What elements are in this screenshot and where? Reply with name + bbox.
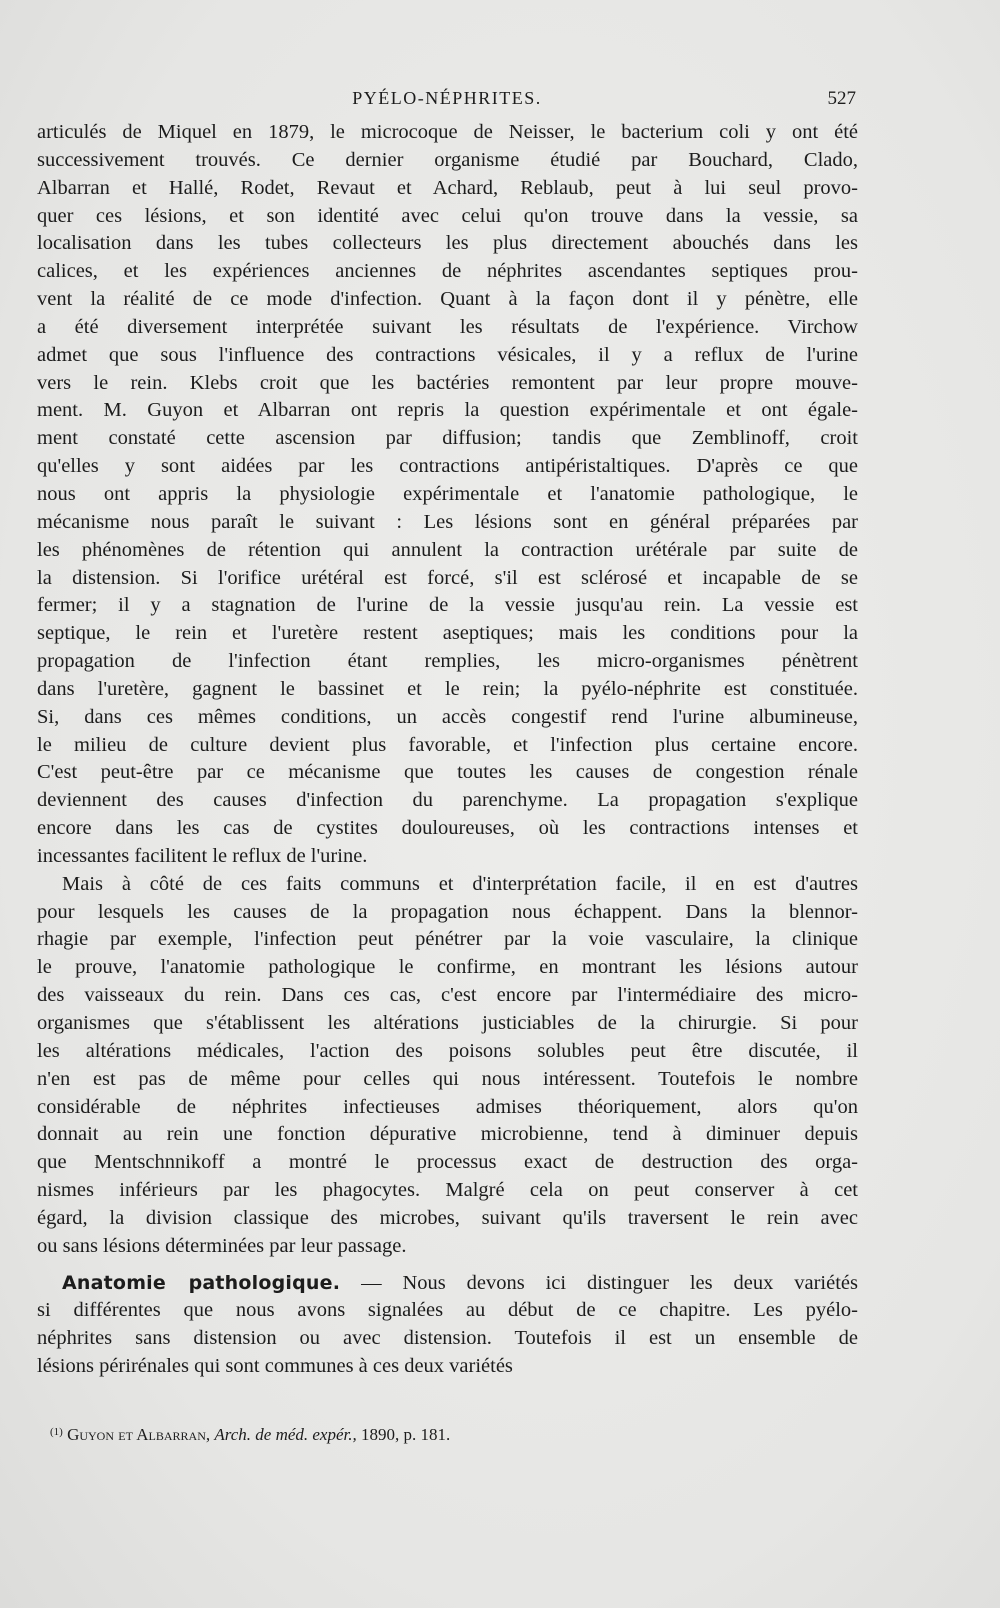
- text-line: ment. M. Guyon et Albarran ont repris la question expérimentale et ont égale-: [37, 399, 858, 422]
- text-line: successivement trouvés. Ce dernier organisme étudié par Bouchard, Clado,: [37, 148, 858, 171]
- text-line: septique, le rein et l'uretère restent aseptiques; mais les conditions pour la: [37, 622, 858, 645]
- running-title: PYÉLO-NÉPHRITES.: [352, 88, 542, 108]
- footnote-journal: Arch. de méd. expér.,: [214, 1425, 357, 1444]
- footnote: [50, 1425, 750, 1445]
- text-line: Albarran et Hallé, Rodet, Revaut et Achard, Reblaub, peut à lui seul provo-: [37, 176, 858, 199]
- text-line: donnait au rein une fonction dépurative microbienne, tend à diminuer depuis: [37, 1123, 858, 1146]
- footnote-authors: Guyon et Albarran,: [67, 1425, 211, 1444]
- text-line: Si, dans ces mêmes conditions, un accès congestif rend l'urine albumineuse,: [37, 705, 858, 728]
- section-heading: Anatomie pathologique.: [62, 1271, 341, 1294]
- text-line: Mais à côté de ces faits communs et d'interprétation facile, il en est d'autres: [62, 872, 858, 895]
- text-line: les phénomènes de rétention qui annulent la contraction urétérale par suite de: [37, 538, 858, 561]
- text-line: nismes inférieurs par les phagocytes. Malgré cela on peut conserver à cet: [37, 1179, 858, 1202]
- text-line: considérable de néphrites infectieuses admises théoriquement, alors qu'on: [37, 1095, 858, 1118]
- text-line: lésions périrénales qui sont communes à ces deux variétés: [37, 1355, 513, 1378]
- text-line: mécanisme nous paraît le suivant : Les lésions sont en général préparées par: [37, 510, 858, 533]
- text-line: la distension. Si l'orifice urétéral est forcé, s'il est sclérosé et incapable de se: [37, 566, 858, 589]
- text-line: égard, la division classique des microbes, suivant qu'ils traversent le rein avec: [37, 1206, 858, 1229]
- text-line: organismes que s'établissent les altérations justiciables de la chirurgie. Si pour: [37, 1012, 858, 1034]
- text-line: deviennent des causes d'infection du parenchyme. La propagation s'explique: [37, 789, 858, 812]
- text-line: ou sans lésions déterminées par leur passage.: [37, 1234, 407, 1257]
- text-line: localisation dans les tubes collecteurs les plus directement abouchés dans les: [37, 232, 858, 255]
- text-line: calices, et les expériences anciennes de néphrites ascendantes septiques prou-: [37, 260, 858, 283]
- footnote-reference: 1890, p. 181.: [361, 1425, 451, 1444]
- text-line: rhagie par exemple, l'infection peut pénétrer par la voie vasculaire, la clinique: [37, 928, 858, 951]
- text-line: dans l'uretère, gagnent le bassinet et le rein; la pyélo-néphrite est constituée.: [37, 677, 858, 700]
- text-line: pour lesquels les causes de la propagation nous échappent. Dans la blennor-: [37, 900, 858, 923]
- text-line: si différentes que nous avons signalées au début de ce chapitre. Les pyélo-: [37, 1299, 858, 1322]
- text-line: a été diversement interprétée suivant les résultats de l'expérience. Virchow: [37, 315, 858, 338]
- text-line: C'est peut-être par ce mécanisme que toutes les causes de congestion rénale: [37, 761, 858, 784]
- text-line: le prouve, l'anatomie pathologique le confirme, en montrant les lésions autour: [37, 956, 858, 979]
- footnote-marker: (1): [50, 1426, 63, 1438]
- page-header: [38, 88, 856, 114]
- text-line: encore dans les cas de cystites douloureuses, où les contractions intenses et: [37, 817, 858, 840]
- text-line: fermer; il y a stagnation de l'urine de la vessie jusqu'au rein. La vessie est: [37, 594, 858, 617]
- body-text: [37, 119, 858, 1381]
- text-line: admet que sous l'influence des contractions vésicales, il y a reflux de l'urine: [37, 343, 858, 366]
- text-line: incessantes facilitent le reflux de l'urine.: [37, 844, 368, 867]
- text-line: qu'elles y sont aidées par les contractions antipéristaltiques. D'après ce que: [37, 455, 858, 478]
- text-line: quer ces lésions, et son identité avec celui qu'on trouve dans la vessie, sa: [37, 204, 858, 227]
- text-line: ment constaté cette ascension par diffusion; tandis que Zemblinoff, croit: [37, 427, 858, 450]
- text-line: vers le rein. Klebs croit que les bactéries remontent par leur propre mouve-: [37, 371, 858, 394]
- text-line: des vaisseaux du rein. Dans ces cas, c'est encore par l'intermédiaire des micro-: [37, 984, 858, 1007]
- page-number: 527: [827, 88, 856, 109]
- section-first-line: Nous devons ici distinguer les deux variétés: [402, 1271, 858, 1294]
- text-line: néphrites sans distension ou avec distension. Toutefois il est un ensemble de: [37, 1327, 858, 1350]
- text-line: articulés de Miquel en 1879, le microcoque de Neisser, le bacterium coli y ont été: [37, 121, 858, 143]
- text-line: n'en est pas de même pour celles qui nous intéressent. Toutefois le nombre: [37, 1067, 858, 1090]
- text-line: que Mentschnnikoff a montré le processus exact de destruction des orga-: [37, 1151, 858, 1174]
- text-line: le milieu de culture devient plus favorable, et l'infection plus certaine encore.: [37, 733, 858, 756]
- section-heading-line: [37, 1270, 858, 1298]
- text-line: nous ont appris la physiologie expérimentale et l'anatomie pathologique, le: [37, 482, 858, 505]
- heading-dash: —: [340, 1271, 403, 1294]
- text-line: vent la réalité de ce mode d'infection. Quant à la façon dont il y pénètre, elle: [37, 288, 858, 311]
- text-line: les altérations médicales, l'action des poisons solubles peut être discutée, il: [37, 1039, 858, 1062]
- text-line: propagation de l'infection étant remplies, les micro-organismes pénètrent: [37, 650, 858, 673]
